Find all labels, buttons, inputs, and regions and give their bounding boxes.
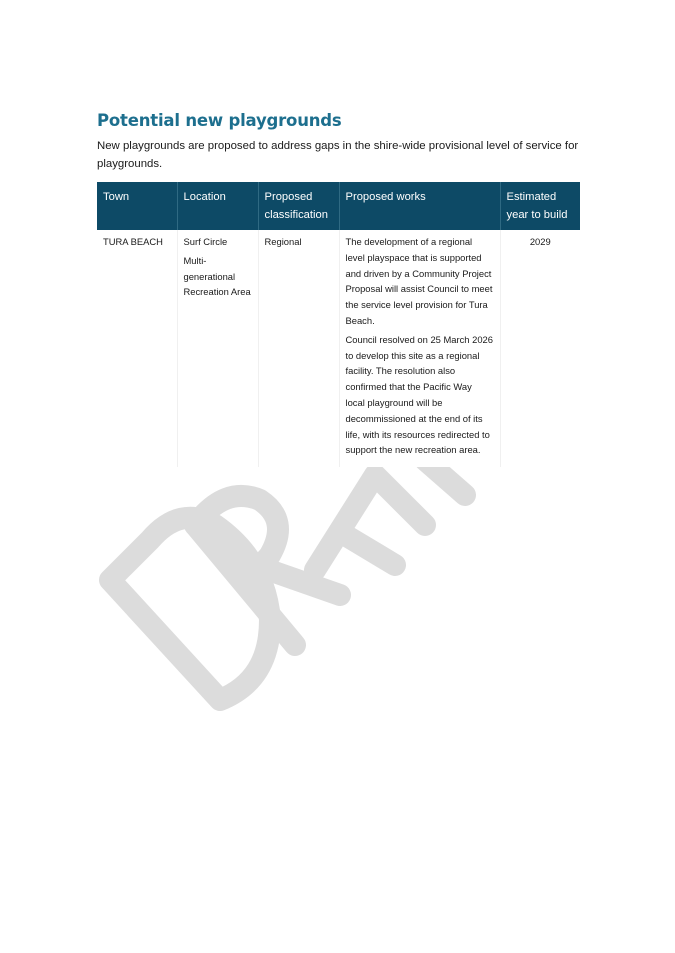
- playgrounds-table: [97, 182, 580, 467]
- column-header-works: Proposed works: [339, 182, 500, 230]
- section-intro: New playgrounds are proposed to address gaps in the shire-wide provisional level of service for playgrounds.: [97, 140, 579, 170]
- section-title: Potential new playgrounds: [97, 111, 342, 130]
- works-paragraph: Council resolved on 25 March 2026 to develop this site as a regional facility. The resolution also confirmed that the Pacific Way local playground will be decommissioned at the end of its life, with its resources redirected to support the new recreation area.: [345, 333, 493, 456]
- column-header-town: Town: [97, 182, 177, 230]
- cell-classification: [258, 230, 339, 467]
- table-row: [97, 230, 580, 467]
- table-header-row: [97, 182, 580, 230]
- classification-value: Regional: [264, 236, 302, 247]
- cell-works: [339, 230, 500, 467]
- section-content: [97, 111, 582, 467]
- cell-location: [177, 230, 258, 467]
- column-header-classification: Proposed classification: [258, 182, 339, 230]
- cell-town: [97, 230, 177, 467]
- location-line: Multi-generational Recreation Area: [183, 254, 251, 298]
- column-header-location: Location: [177, 182, 258, 230]
- year-value: 2029: [529, 236, 551, 247]
- town-value: TURA BEACH: [103, 236, 163, 247]
- draft-watermark: [70, 430, 490, 750]
- location-line: Surf Circle: [183, 236, 228, 247]
- works-paragraph: The development of a regional level playspace that is supported and driven by a Community Project Proposal will assist Council to meet the service level provision for Tura Beach.: [345, 236, 493, 326]
- cell-year: [500, 230, 580, 467]
- column-header-year: Estimated year to build: [500, 182, 580, 230]
